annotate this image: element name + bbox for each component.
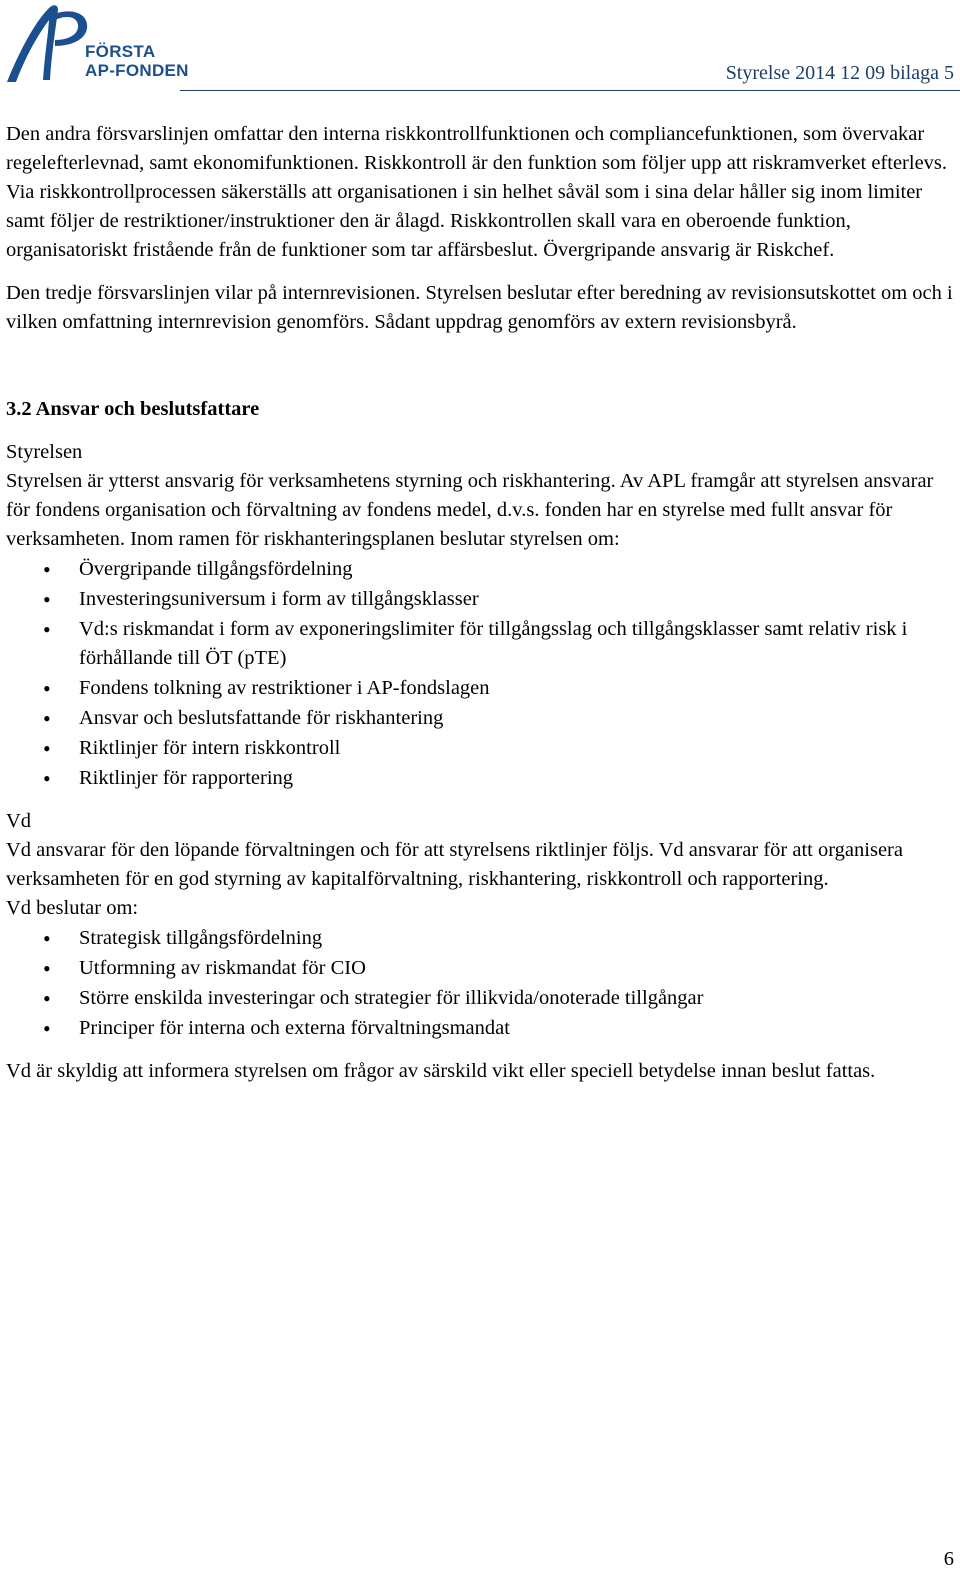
list-item-text: Principer för interna och externa förvaltningsmandat: [79, 1017, 510, 1039]
bullet-icon: •: [43, 926, 51, 951]
list-item: [6, 1014, 954, 1043]
bullet-icon: •: [43, 706, 51, 731]
bullet-icon: •: [43, 986, 51, 1011]
bullet-icon: •: [43, 766, 51, 791]
spacer: [6, 424, 954, 438]
list-item-text: Övergripande tillgångsfördelning: [79, 558, 353, 580]
paragraph-third-line-of-defence: Den tredje försvarslinjen vilar på internrevisionen. Styrelsen beslutar efter beredning av revisionsutskottet om och i vilken omfattning internrevision genomförs. Sådant uppdrag genomförs av extern revisionsbyrå.: [6, 282, 953, 333]
list-item: [6, 585, 954, 614]
list-item: [6, 954, 954, 983]
document-body: [6, 120, 954, 1086]
header-divider: [180, 90, 960, 91]
list-item-text: Större enskilda investeringar och strategier för illikvida/onoterade tillgångar: [79, 987, 704, 1009]
ceo-decides-label: Vd beslutar om:: [6, 897, 139, 919]
forsta-ap-fonden-logo: [3, 2, 193, 86]
spacer: [6, 1043, 954, 1057]
bullet-icon: •: [43, 676, 51, 701]
list-item-text: Fondens tolkning av restriktioner i AP-fondslagen: [79, 677, 490, 699]
spacer: [6, 265, 954, 279]
list-item: [6, 984, 954, 1013]
list-item-text: Riktlinjer för intern riskkontroll: [79, 737, 341, 759]
bullet-icon: •: [43, 587, 51, 612]
section-heading: 3.2 Ansvar och beslutsfattare: [6, 398, 260, 420]
board-decisions-list: [6, 555, 954, 793]
board-paragraph: Styrelsen är ytterst ansvarig för verksamhetens styrning och riskhantering. Av APL framgår att styrelsen ansvarar för fondens organisation och förvaltning av fondens medel, d.v.s. fonden har en styrelse med fullt ansvar för verksamheten. Inom ramen för riskhanteringsplanen beslutar styrelsen om:: [6, 470, 934, 550]
ceo-closing-paragraph: Vd är skyldig att informera styrelsen om frågor av särskild vikt eller speciell betydelse innan beslut fattas.: [6, 1060, 876, 1082]
bullet-icon: •: [43, 1016, 51, 1041]
list-item: [6, 704, 954, 733]
list-item: [6, 615, 954, 673]
bullet-icon: •: [43, 736, 51, 761]
list-item-text: Strategisk tillgångsfördelning: [79, 927, 323, 949]
ceo-heading: Vd: [6, 810, 32, 832]
list-item: [6, 924, 954, 953]
page-header: [0, 0, 960, 96]
list-item: [6, 764, 954, 793]
logo-wordmark: [85, 42, 189, 80]
list-item-text: Vd:s riskmandat i form av exponeringslimiter för tillgångsslag och tillgångsklasser samt relativ risk i förhållande till ÖT (pTE): [79, 618, 908, 669]
ceo-paragraph: Vd ansvarar för den löpande förvaltningen och för att styrelsens riktlinjer följs. Vd ansvarar för att organisera verksamheten för en god styrning av kapitalförvaltning, riskhantering, riskkontroll och rapportering.: [6, 839, 903, 890]
list-item: [6, 555, 954, 584]
list-item-text: Riktlinjer för rapportering: [79, 767, 294, 789]
bullet-icon: •: [43, 956, 51, 981]
list-item-text: Ansvar och beslutsfattande för riskhantering: [79, 707, 444, 729]
list-item: [6, 674, 954, 703]
page-number: 6: [943, 1548, 954, 1570]
bullet-icon: •: [43, 557, 51, 582]
list-item-text: Investeringsuniversum i form av tillgångsklasser: [79, 588, 479, 610]
list-item: [6, 734, 954, 763]
spacer: [6, 793, 954, 807]
spacer: [6, 337, 954, 395]
board-heading: Styrelsen: [6, 441, 83, 463]
paragraph-second-line-of-defence: Den andra försvarslinjen omfattar den interna riskkontrollfunktionen och compliancefunktionen, som övervakar regelefterlevnad, samt ekonomifunktionen. Riskkontroll är den funktion som följer upp att riskramverket efterlevs. Via riskkontrollprocessen säkerställs att organisationen i sin helhet såväl som i sina delar håller sig inom limiter samt följer de restriktioner/instruktioner den är ålagd. Riskkontrollen skall vara en oberoende funktion, organisatoriskt fristående från de funktioner som tar affärsbeslut. Övergripande ansvarig är Riskchef.: [6, 123, 948, 261]
logo-line-1: FÖRSTA: [85, 42, 156, 61]
list-item-text: Utformning av riskmandat för CIO: [79, 957, 366, 979]
bullet-icon: •: [43, 617, 51, 642]
document-reference: Styrelse 2014 12 09 bilaga 5: [725, 62, 954, 84]
ceo-decisions-list: [6, 924, 954, 1043]
logo-line-2: AP-FONDEN: [85, 61, 189, 80]
